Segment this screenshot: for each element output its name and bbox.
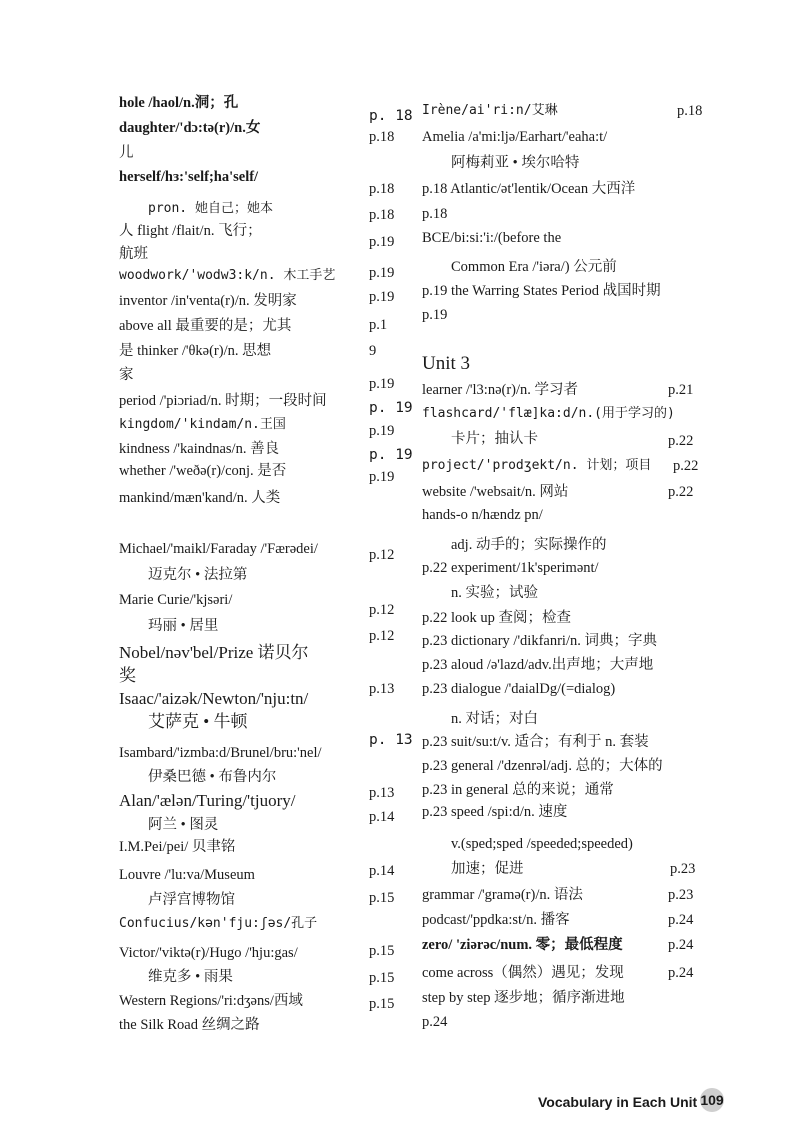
page-ref: p.13 bbox=[369, 785, 395, 801]
entry-daughter: daughter/'dɔ:tə(r)/n.女 bbox=[119, 120, 261, 136]
page-ref-right: p.19 bbox=[422, 307, 448, 323]
entry-silk-road: the Silk Road 丝绸之路 bbox=[119, 1017, 260, 1033]
entry-flashcard-cont: 卡片；抽认卡 bbox=[451, 431, 538, 447]
entry-aloud: p.23 aloud /ə'lazd/adv.出声地；大声地 bbox=[422, 657, 654, 673]
entry-atlantic: p.18 Atlantic/ət'lentik/Ocean 大西洋 bbox=[422, 181, 636, 197]
entry-louvre-cn: 卢浮宫博物馆 bbox=[148, 892, 235, 908]
entry-speed-verb: v.(sped;sped /speeded;speeded) bbox=[451, 836, 633, 852]
entry-flashcard: flashcard/'flæ]ka:d/n.(用于学习的) bbox=[422, 406, 675, 421]
entry-thinker: 是 thinker /'θkə(r)/n. 思想 bbox=[119, 343, 272, 359]
entry-hole: hole /haol/n.洞；孔 bbox=[119, 95, 239, 111]
entry-hugo: Victor/'viktə(r)/Hugo /'hju:gas/ bbox=[119, 945, 298, 961]
footer-title: Vocabulary in Each Unit bbox=[538, 1094, 698, 1110]
entry-nobel: Nobel/nəv'bel/Prize 诺贝尔 bbox=[119, 643, 309, 662]
page-ref-right: p.22 bbox=[673, 458, 699, 474]
page-ref-right: p.23 bbox=[668, 887, 694, 903]
page-ref-right: p.24 bbox=[668, 912, 694, 928]
entry-nobel-cont: 奖 bbox=[119, 666, 136, 685]
entry-faraday-cn: 迈克尔 • 法拉第 bbox=[148, 567, 248, 583]
page-ref: p.12 bbox=[369, 628, 395, 644]
entry-flight-cont: 航班 bbox=[119, 246, 148, 262]
entry-newton: Isaac/'aizək/Newton/'nju:tn/ bbox=[119, 689, 309, 708]
entry-in-general: p.23 in general 总的来说；通常 bbox=[422, 782, 614, 798]
entry-experiment-def: n. 实验；试验 bbox=[451, 585, 538, 601]
entry-faraday: Michael/'maikl/Faraday /'Færədei/ bbox=[119, 541, 318, 557]
page-ref-right: p.18 bbox=[422, 206, 448, 222]
entry-woodwork: woodwork/'wodw3:k/n. 木工手艺 bbox=[119, 268, 336, 283]
entry-curie-cn: 玛丽 • 居里 bbox=[148, 618, 219, 634]
entry-hands-on: hands-o n/hændz pn/ bbox=[422, 507, 543, 523]
entry-mankind: mankind/mæn'kand/n. 人类 bbox=[119, 490, 281, 506]
entry-come-across: come across（偶然）遇见；发现 bbox=[422, 965, 624, 981]
entry-project: project/'prodʒekt/n. 计划；项目 bbox=[422, 458, 652, 473]
page-ref: p.19 bbox=[369, 289, 395, 305]
unit-heading: Unit 3 bbox=[422, 353, 471, 374]
page-ref: p. 19 bbox=[369, 447, 413, 463]
entry-kingdom: kingdom/'kindam/n.王国 bbox=[119, 417, 286, 432]
page-ref: p.15 bbox=[369, 943, 395, 959]
page-ref: p.15 bbox=[369, 890, 395, 906]
entry-newton-cn: 艾萨克 • 牛顿 bbox=[148, 712, 248, 731]
page-ref: p.12 bbox=[369, 602, 395, 618]
page-ref-right: p.24 bbox=[668, 965, 694, 981]
entry-period: period /'piɔriad/n. 时期；一段时间 bbox=[119, 393, 327, 409]
entry-above-all: above all 最重要的是；尤其 bbox=[119, 318, 292, 334]
page-ref: p.19 bbox=[369, 265, 395, 281]
page-ref: p. 19 bbox=[369, 400, 413, 416]
page-ref: p.13 bbox=[369, 681, 395, 697]
entry-thinker-cont: 家 bbox=[119, 367, 134, 383]
entry-brunel-cn: 伊桑巴德 • 布鲁内尔 bbox=[148, 769, 277, 785]
page-ref: p.14 bbox=[369, 809, 395, 825]
entry-western-regions: Western Regions/'ri:dʒəns/西域 bbox=[119, 993, 303, 1009]
entry-step-by-step: step by step 逐步地；循序渐进地 bbox=[422, 990, 625, 1006]
entry-speed-verb-def: 加速；促进 bbox=[451, 861, 524, 877]
entry-zero: zero/ 'ziərəc/num. 零；最低程度 bbox=[422, 937, 623, 953]
page-number: 109 bbox=[700, 1088, 724, 1112]
page-ref: p.1 bbox=[369, 317, 388, 333]
page-ref-right: p.18 bbox=[677, 103, 703, 119]
page-ref-right: p.24 bbox=[422, 1014, 448, 1030]
page-ref: p. 18 bbox=[369, 108, 413, 124]
entry-daughter-cont: 儿 bbox=[119, 145, 134, 161]
page-ref-right: p.23 bbox=[670, 861, 696, 877]
entry-learner: learner /'l3:nə(r)/n. 学习者 bbox=[422, 382, 579, 398]
entry-speed: p.23 speed /spi:d/n. 速度 bbox=[422, 804, 568, 820]
page-ref: p.19 bbox=[369, 376, 395, 392]
entry-dialogue-def: n. 对话；对白 bbox=[451, 711, 538, 727]
page-ref-right: p.21 bbox=[668, 382, 694, 398]
page-ref-cont: 9 bbox=[369, 343, 377, 359]
entry-whether: whether /'weðə(r)/conj. 是否 bbox=[119, 463, 287, 479]
entry-hands-on-def: adj. 动手的；实际操作的 bbox=[451, 537, 607, 553]
entry-experiment: p.22 experiment/1k'sperimənt/ bbox=[422, 560, 599, 576]
entry-inventor: inventor /in'venta(r)/n. 发明家 bbox=[119, 293, 297, 309]
entry-pei: I.M.Pei/pei/ 贝聿铭 bbox=[119, 839, 236, 855]
entry-hugo-cn: 维克多 • 雨果 bbox=[148, 969, 233, 985]
page-ref: p.18 bbox=[369, 181, 395, 197]
entry-kindness: kindness /'kaindnas/n. 善良 bbox=[119, 441, 280, 457]
page-ref: p.15 bbox=[369, 996, 395, 1012]
page-ref: p.19 bbox=[369, 234, 395, 250]
entry-bce: BCE/bi:si:'i:/(before the bbox=[422, 230, 562, 246]
entry-amelia: Amelia /a'mi:ljə/Earhart/'eaha:t/ bbox=[422, 129, 608, 145]
entry-irene: Irène/ai'ri:n/艾琳 bbox=[422, 103, 558, 118]
page-ref: p.18 bbox=[369, 207, 395, 223]
entry-flight: 人 flight /flait/n. 飞行； bbox=[119, 223, 262, 239]
page-ref-right: p.24 bbox=[668, 937, 694, 953]
page-ref: p.14 bbox=[369, 863, 395, 879]
entry-herself-def: pron. 她自己；她本 bbox=[148, 201, 273, 216]
entry-curie: Marie Curie/'kjsəri/ bbox=[119, 592, 233, 608]
entry-turing: Alan/'ælən/Turing/'tjuory/ bbox=[119, 791, 296, 810]
page-ref: p.19 bbox=[369, 469, 395, 485]
entry-general: p.23 general /'dzenrəl/adj. 总的；大体的 bbox=[422, 758, 663, 774]
entry-confucius: Confucius/kən'fju:ʃəs/孔子 bbox=[119, 916, 318, 931]
entry-look-up: p.22 look up 查阅；检查 bbox=[422, 610, 572, 626]
entry-brunel: Isambard/'izmba:d/Brunel/bru:'nel/ bbox=[119, 745, 322, 761]
page-ref: p. 13 bbox=[369, 732, 413, 748]
page-ref: p.15 bbox=[369, 970, 395, 986]
entry-grammar: grammar /'gramə(r)/n. 语法 bbox=[422, 887, 583, 903]
entry-turing-cn: 阿兰 • 图灵 bbox=[148, 817, 219, 833]
entry-amelia-cn: 阿梅莉亚 • 埃尔哈特 bbox=[451, 155, 580, 171]
page-ref: p.19 bbox=[369, 423, 395, 439]
page-ref: p.18 bbox=[369, 129, 395, 145]
entry-bce-cont: Common Era /'iəra/) 公元前 bbox=[451, 259, 617, 275]
entry-website: website /'websait/n. 网站 bbox=[422, 484, 569, 500]
entry-louvre: Louvre /'lu:va/Museum bbox=[119, 867, 255, 883]
entry-suit: p.23 suit/su:t/v. 适合；有利于 n. 套装 bbox=[422, 734, 649, 750]
page-ref: p.12 bbox=[369, 547, 395, 563]
entry-dialogue: p.23 dialogue /'daialDg/(=dialog) bbox=[422, 681, 616, 697]
page-ref-right: p.22 bbox=[668, 484, 694, 500]
entry-warring-states: p.19 the Warring States Period 战国时期 bbox=[422, 283, 661, 299]
entry-dictionary: p.23 dictionary /'dikfanri/n. 词典；字典 bbox=[422, 633, 657, 649]
entry-podcast: podcast/'ppdka:st/n. 播客 bbox=[422, 912, 570, 928]
page-ref-right: p.22 bbox=[668, 433, 694, 449]
entry-herself: herself/hɜ:'self;ha'self/ bbox=[119, 169, 259, 185]
